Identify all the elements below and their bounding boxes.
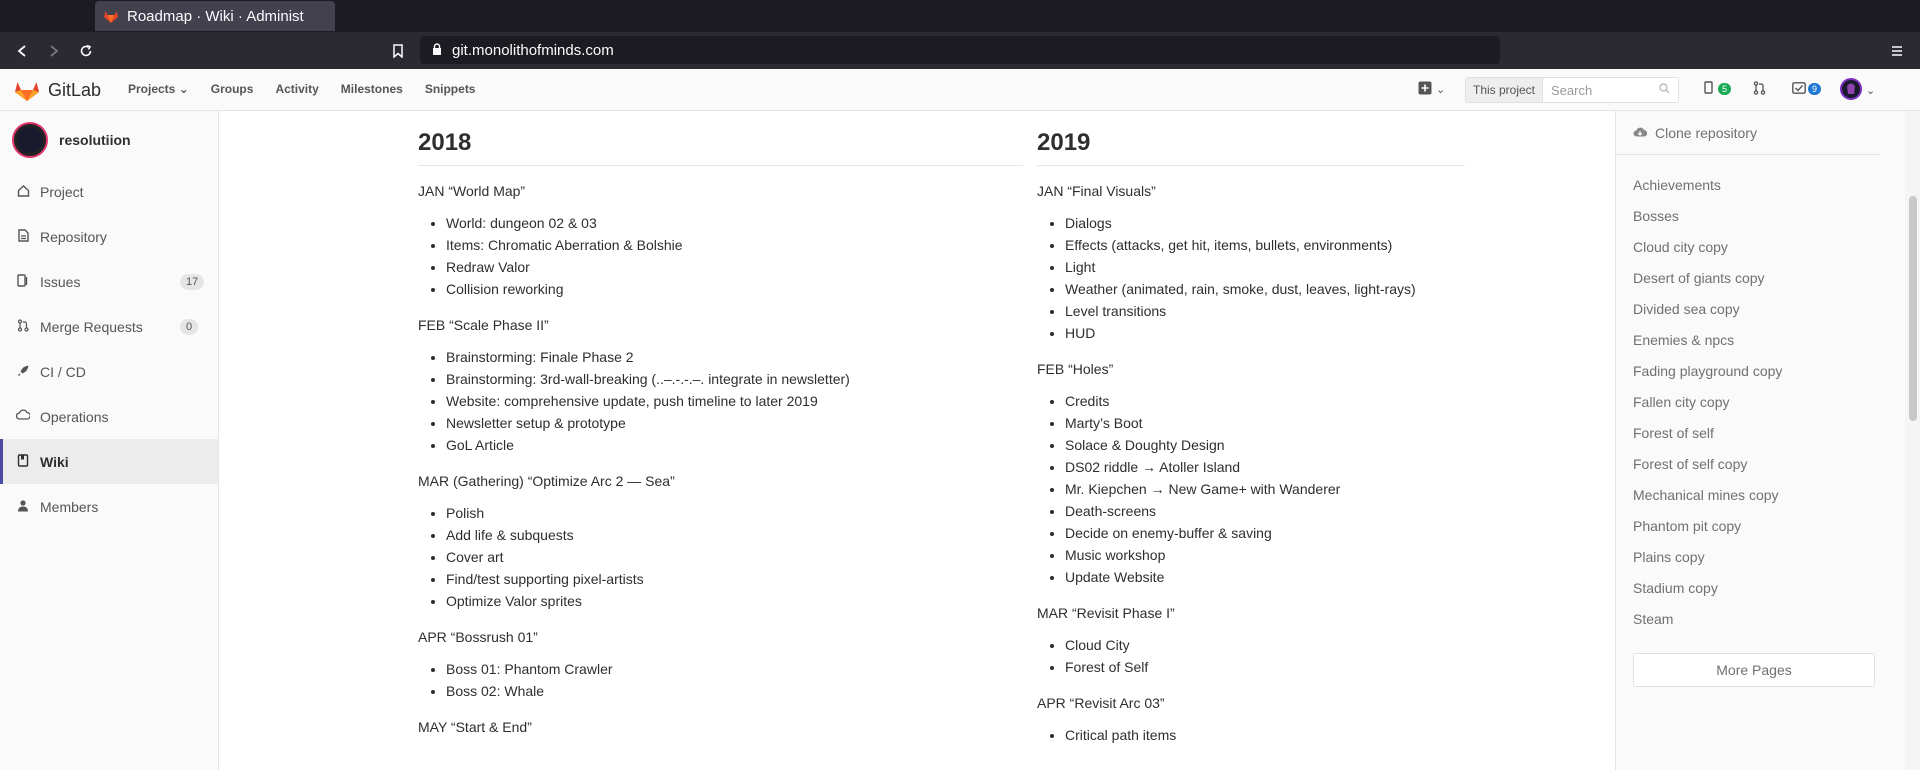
wiki-page-link[interactable]: Steam: [1633, 610, 1674, 627]
list-item: • Redraw Valor: [446, 256, 1023, 278]
search-icon: [1659, 81, 1670, 99]
year-heading: 2018: [418, 111, 1023, 166]
project-sidebar: [0, 111, 219, 770]
list-item: • Polish: [446, 502, 1023, 524]
list-item: • Boss 02: Whale: [446, 680, 1023, 702]
clone-repository-label: Clone repository: [1655, 124, 1757, 141]
nav-projects[interactable]: Projects ⌄: [128, 82, 189, 96]
sidebar-item-project[interactable]: [0, 169, 218, 214]
roadmap-column-2019: [1037, 111, 1465, 746]
issues-shortcut[interactable]: [1704, 81, 1731, 97]
month-task-list: [418, 346, 1023, 456]
list-item: • World: dungeon 02 & 03: [446, 212, 1023, 234]
list-item: • Light: [1065, 256, 1465, 278]
sidebar-item-label: Wiki: [40, 453, 69, 470]
search-scope[interactable]: This project: [1465, 77, 1543, 103]
list-item: • Cover art: [446, 546, 1023, 568]
wiki-page-link[interactable]: Plains copy: [1633, 548, 1705, 565]
sidebar-item-label: CI / CD: [40, 363, 86, 380]
sidebar-project-header[interactable]: [0, 111, 218, 169]
year-heading: 2019: [1037, 111, 1465, 166]
list-item: • Newsletter setup & prototype: [446, 412, 1023, 434]
lock-icon: [432, 43, 442, 58]
search-placeholder: Search: [1551, 82, 1593, 98]
list-item: • Collision reworking: [446, 278, 1023, 300]
list-item: • Items: Chromatic Aberration & Bolshie: [446, 234, 1023, 256]
nav-snippets[interactable]: Snippets: [424, 82, 476, 96]
page-scrollbar[interactable]: [1905, 111, 1920, 770]
wiki-page-link[interactable]: Enemies & npcs: [1633, 331, 1735, 348]
chevron-down-icon: ⌄: [1436, 84, 1446, 96]
sidebar-item-repository[interactable]: [0, 214, 218, 259]
month-task-list: [418, 212, 1023, 300]
sidebar-item-label: Project: [40, 183, 84, 200]
url-bar[interactable]: [420, 36, 1500, 64]
merge-requests-icon[interactable]: [1753, 81, 1766, 95]
wiki-page-link[interactable]: Divided sea copy: [1633, 300, 1740, 317]
list-item: • Decide on enemy-buffer & saving: [1065, 522, 1465, 544]
wiki-content: [219, 111, 1615, 770]
wiki-pages-sidebar: [1615, 111, 1905, 770]
search-input[interactable]: [1543, 77, 1679, 103]
reload-icon[interactable]: [75, 40, 97, 62]
month-task-list: [1037, 724, 1465, 746]
gitlab-logo-link[interactable]: [14, 78, 101, 102]
list-item: • Optimize Valor sprites: [446, 590, 1023, 612]
project-avatar: [12, 122, 48, 158]
issues-icon: [1704, 81, 1716, 97]
todos-count-badge: 9: [1808, 83, 1821, 95]
menu-icon[interactable]: [1886, 40, 1908, 62]
chevron-down-icon: ⌄: [1866, 85, 1876, 97]
month-title: MAR “Revisit Phase I”: [1037, 605, 1175, 621]
wiki-page-link[interactable]: Forest of self: [1633, 424, 1714, 441]
gitlab-header: [0, 69, 1920, 111]
check-inbox-icon: [1792, 81, 1806, 97]
wiki-pages-list: [1616, 155, 1905, 634]
sidebar-item-members[interactable]: [0, 484, 218, 529]
user-menu[interactable]: [1840, 78, 1875, 103]
sidebar-item-label: Repository: [40, 228, 107, 245]
month-title: JAN “Final Visuals”: [1037, 183, 1156, 199]
list-item: • Marty’s Boot: [1065, 412, 1465, 434]
bookmark-icon[interactable]: [387, 40, 409, 62]
list-item: • Add life & subquests: [446, 524, 1023, 546]
wiki-page-link[interactable]: Phantom pit copy: [1633, 517, 1742, 534]
clone-repository-link[interactable]: [1616, 111, 1880, 155]
list-item: • Level transitions: [1065, 300, 1465, 322]
list-item: • Effects (attacks, get hit, items, bullets, environments): [1065, 234, 1465, 256]
month-title: APR “Bossrush 01”: [418, 629, 538, 645]
home-icon: [16, 184, 30, 200]
plus-square-icon: [1418, 81, 1432, 98]
list-item: • Find/test supporting pixel-artists: [446, 568, 1023, 590]
list-item: • Mr. Kiepchen → New Game+ with Wanderer: [1065, 478, 1465, 500]
sidebar-item-issues[interactable]: [0, 259, 218, 304]
browser-tab-title: Roadmap · Wiki · Administ: [127, 7, 304, 25]
sidebar-item-ci-cd[interactable]: [0, 349, 218, 394]
wiki-page-link[interactable]: Achievements: [1633, 176, 1721, 193]
list-item: • Boss 01: Phantom Crawler: [446, 658, 1023, 680]
list-item: • Dialogs: [1065, 212, 1465, 234]
list-item: • DS02 riddle → Atoller Island: [1065, 456, 1465, 478]
month-title: JAN “World Map”: [418, 183, 526, 199]
wiki-page-link[interactable]: Mechanical mines copy: [1633, 486, 1779, 503]
list-item: • Death-screens: [1065, 500, 1465, 522]
wiki-page-link[interactable]: Forest of self copy: [1633, 455, 1748, 472]
browser-tab-bar: [0, 0, 1920, 32]
gitlab-favicon-icon: [103, 8, 119, 24]
top-nav: [128, 82, 497, 96]
nav-groups[interactable]: Groups: [210, 82, 254, 96]
wiki-page-link[interactable]: Bosses: [1633, 207, 1679, 224]
list-item: • Music workshop: [1065, 544, 1465, 566]
chevron-down-icon: ⌄: [178, 82, 189, 96]
month-title: FEB “Scale Phase II”: [418, 317, 549, 333]
issues-count-badge: 5: [1718, 83, 1731, 95]
new-dropdown[interactable]: [1418, 81, 1445, 98]
list-item: • Weather (animated, rain, smoke, dust, leaves, light-rays): [1065, 278, 1465, 300]
month-task-list: [1037, 390, 1465, 588]
merge-icon: [16, 319, 30, 335]
cloud-download-icon: [1633, 126, 1647, 140]
sidebar-item-operations[interactable]: [0, 394, 218, 439]
month-title: MAY “Start & End”: [418, 719, 532, 735]
sidebar-item-label: Issues: [40, 273, 81, 290]
cloud-icon: [16, 409, 30, 424]
list-item: • Credits: [1065, 390, 1465, 412]
sidebar-item-label: Merge Requests: [40, 318, 143, 335]
more-pages-button[interactable]: More Pages: [1633, 653, 1875, 687]
wiki-page-link[interactable]: Fallen city copy: [1633, 393, 1730, 410]
browser-tab[interactable]: [95, 1, 335, 31]
person-icon: [16, 499, 30, 515]
doc-icon: [16, 229, 30, 245]
month-task-list: [1037, 212, 1465, 344]
nav-activity[interactable]: Activity: [275, 82, 319, 96]
sidebar-item-wiki[interactable]: [0, 439, 218, 484]
forward-icon[interactable]: [43, 40, 65, 62]
nav-milestones[interactable]: Milestones: [340, 82, 403, 96]
roadmap-column-2018: [418, 111, 1023, 748]
month-title: MAR (Gathering) “Optimize Arc 2 — Sea”: [418, 473, 675, 489]
list-item: • Forest of Self: [1065, 656, 1465, 678]
list-item: • Critical path items: [1065, 724, 1465, 746]
list-item: • Solace & Doughty Design: [1065, 434, 1465, 456]
project-name: resolutiion: [59, 132, 131, 148]
book-icon: [16, 454, 30, 470]
rocket-icon: [16, 364, 30, 380]
wiki-page-link[interactable]: Desert of giants copy: [1633, 269, 1765, 286]
list-item: • GoL Article: [446, 434, 1023, 456]
issues-icon: [16, 274, 30, 290]
url-text: git.monolithofminds.com: [452, 41, 614, 59]
browser-nav-bar: [0, 32, 1920, 69]
sidebar-item-label: Operations: [40, 408, 109, 425]
list-item: • Website: comprehensive update, push timeline to later 2019: [446, 390, 1023, 412]
list-item: • Cloud City: [1065, 634, 1465, 656]
sidebar-item-merge-requests[interactable]: [0, 304, 218, 349]
sidebar-item-count-badge: 17: [180, 274, 204, 290]
month-title: FEB “Holes”: [1037, 361, 1114, 377]
list-item: • HUD: [1065, 322, 1465, 344]
gitlab-brand: GitLab: [48, 79, 102, 100]
month-task-list: [1037, 634, 1465, 678]
sidebar-item-label: Members: [40, 498, 99, 515]
back-icon[interactable]: [11, 40, 33, 62]
list-item: • Update Website: [1065, 566, 1465, 588]
gitlab-logo-icon: [14, 78, 40, 102]
list-item: • Brainstorming: 3rd-wall-breaking (..–.-.-.–. integrate in newsletter): [446, 368, 1023, 390]
wiki-page-link[interactable]: Fading playground copy: [1633, 362, 1783, 379]
month-task-list: [418, 658, 1023, 702]
month-task-list: [418, 502, 1023, 612]
todos-shortcut[interactable]: [1792, 81, 1821, 97]
scrollbar-thumb[interactable]: [1909, 196, 1917, 421]
wiki-page-link[interactable]: Cloud city copy: [1633, 238, 1728, 255]
month-title: APR “Revisit Arc 03”: [1037, 695, 1165, 711]
wiki-page-link[interactable]: Stadium copy: [1633, 579, 1718, 596]
sidebar-item-count-badge: 0: [180, 319, 198, 335]
list-item: • Brainstorming: Finale Phase 2: [446, 346, 1023, 368]
user-avatar-icon: [1840, 78, 1862, 103]
